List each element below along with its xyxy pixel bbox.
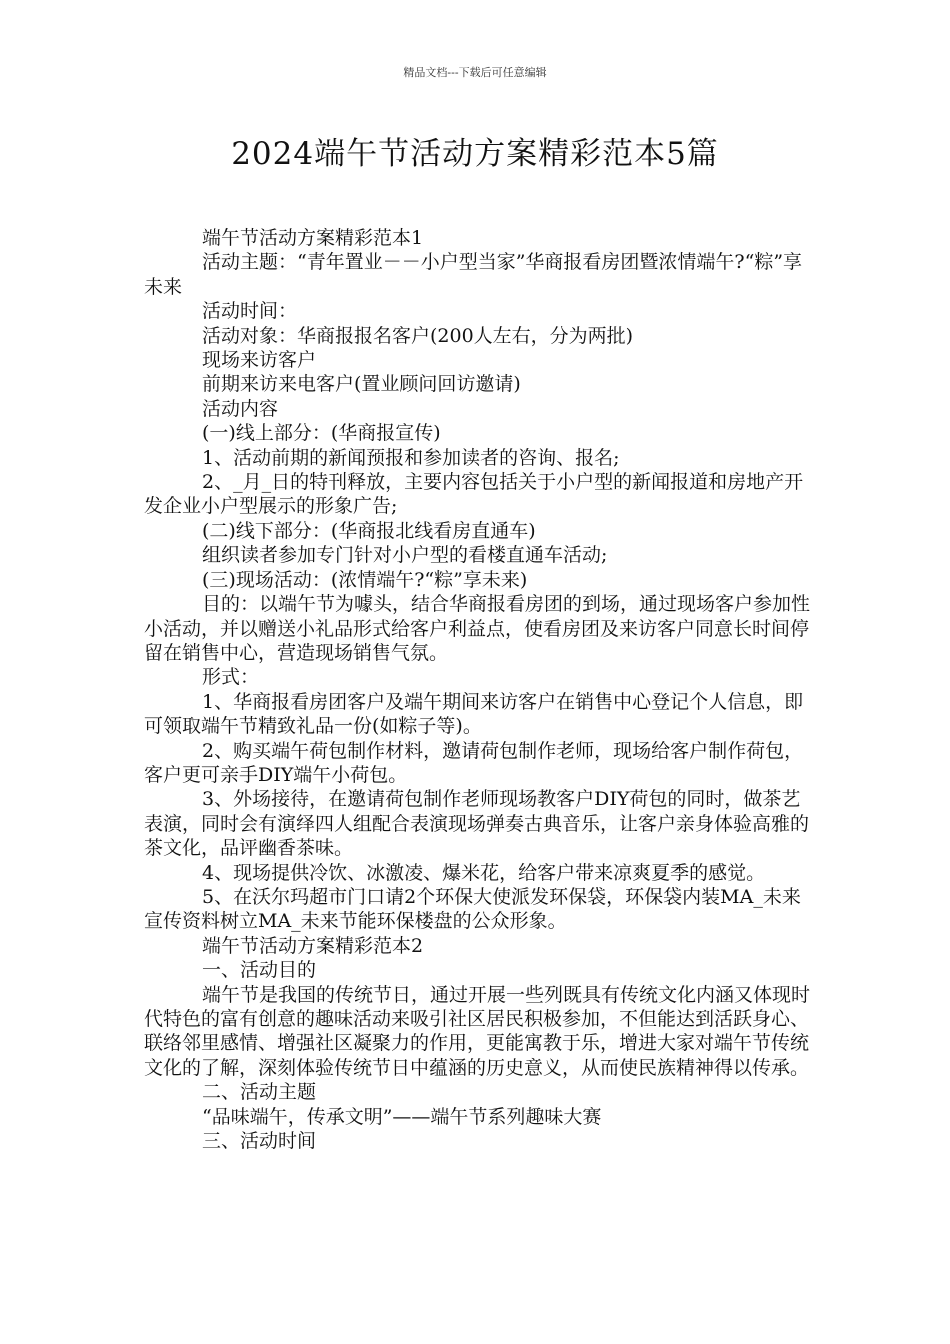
paragraph-theme-2: “品味端午，传承文明”——端午节系列趣味大赛 [202, 1105, 602, 1128]
document-title: 2024端午节活动方案精彩范本5篇 [231, 136, 719, 172]
paragraph-audience: 活动对象：华商报报名客户(200人左右，分为两批) [202, 324, 634, 347]
list-item: 1、活动前期的新闻预报和参加读者的咨询、报名; [202, 446, 620, 469]
list-item: 5、在沃尔玛超市门口请2个环保大使派发环保袋，环保袋内装MA_未来宣传资料树立MA_未来节能环保楼盘的公众形象。 [144, 885, 801, 933]
list-item: 2、_月_日的特刊释放，主要内容包括关于小户型的新闻报道和房地产开发企业小户型展示的形象广告; [144, 471, 804, 518]
paragraph-format: 形式： [202, 666, 260, 689]
paragraph-theme: 活动主题：“青年置业－－小户型当家”华商报看房团暨浓情端午?“粽”享未来 [144, 251, 803, 298]
list-item: 1、华商报看房团客户及端午期间来访客户在销售中心登记个人信息，即可领取端午节精致礼品一份(如粽子等)。 [144, 690, 804, 738]
paragraph-callers: 前期来访来电客户(置业顾问回访邀请) [202, 373, 521, 396]
list-item: 2、购买端午荷包制作材料，邀请荷包制作老师，现场给客户制作荷包，客户更可亲手DIY端午小荷包。 [144, 739, 804, 786]
paragraph-theme-heading: 二、活动主题 [202, 1081, 317, 1104]
section-heading-1: 端午节活动方案精彩范本1 [202, 227, 424, 249]
list-item: 3、外场接待，在邀请荷包制作老师现场教客户DIY荷包的同时，做茶艺表演，同时会有演绎四人组配合表演现场弹奏古典音乐，让客户亲身体验高雅的茶文化，品评幽香茶味。 [144, 788, 810, 860]
paragraph-goal-heading: 一、活动目的 [202, 959, 317, 982]
paragraph-time-heading: 三、活动时间 [202, 1130, 317, 1153]
paragraph-purpose: 目的：以端午节为噱头，结合华商报看房团的到场，通过现场客户参加性小活动，并以赠送小礼品形式给客户利益点，使看房团及来访客户同意长时间停留在销售中心，营造现场销售气氛。 [144, 593, 811, 664]
paragraph-visitors: 现场来访客户 [202, 349, 317, 372]
paragraph-offline-part: (二)线下部分：(华商报北线看房直通车) [202, 519, 536, 542]
paragraph-content-heading: 活动内容 [202, 397, 279, 420]
paragraph-onsite-part: (三)现场活动：(浓情端午?“粽”享未来) [202, 568, 528, 591]
paragraph-bus-tour: 组织读者参加专门针对小户型的看楼直通车活动; [202, 544, 608, 567]
section-heading-2: 端午节活动方案精彩范本2 [202, 934, 424, 957]
paragraph-time: 活动时间： [202, 300, 298, 323]
paragraph-goal: 端午节是我国的传统节日，通过开展一些列既具有传统文化内涵又体现时代特色的富有创意的趣味活动来吸引社区居民积极参加，不但能达到活跃身心、联络邻里感情、增强社区凝聚力的作用，更能寓教于乐，增进大家对端午节传统文化的了解，深刻体验传统节日中蕴涵的历史意义，从而使民族精神得以传承。 [144, 983, 811, 1079]
page-header-note: 精品文档---下载后可任意编辑 [403, 66, 547, 79]
document-body [144, 226, 816, 1153]
paragraph-online-part: (一)线上部分：(华商报宣传) [202, 422, 441, 445]
list-item: 4、现场提供冷饮、冰激凌、爆米花，给客户带来凉爽夏季的感觉。 [202, 861, 766, 884]
